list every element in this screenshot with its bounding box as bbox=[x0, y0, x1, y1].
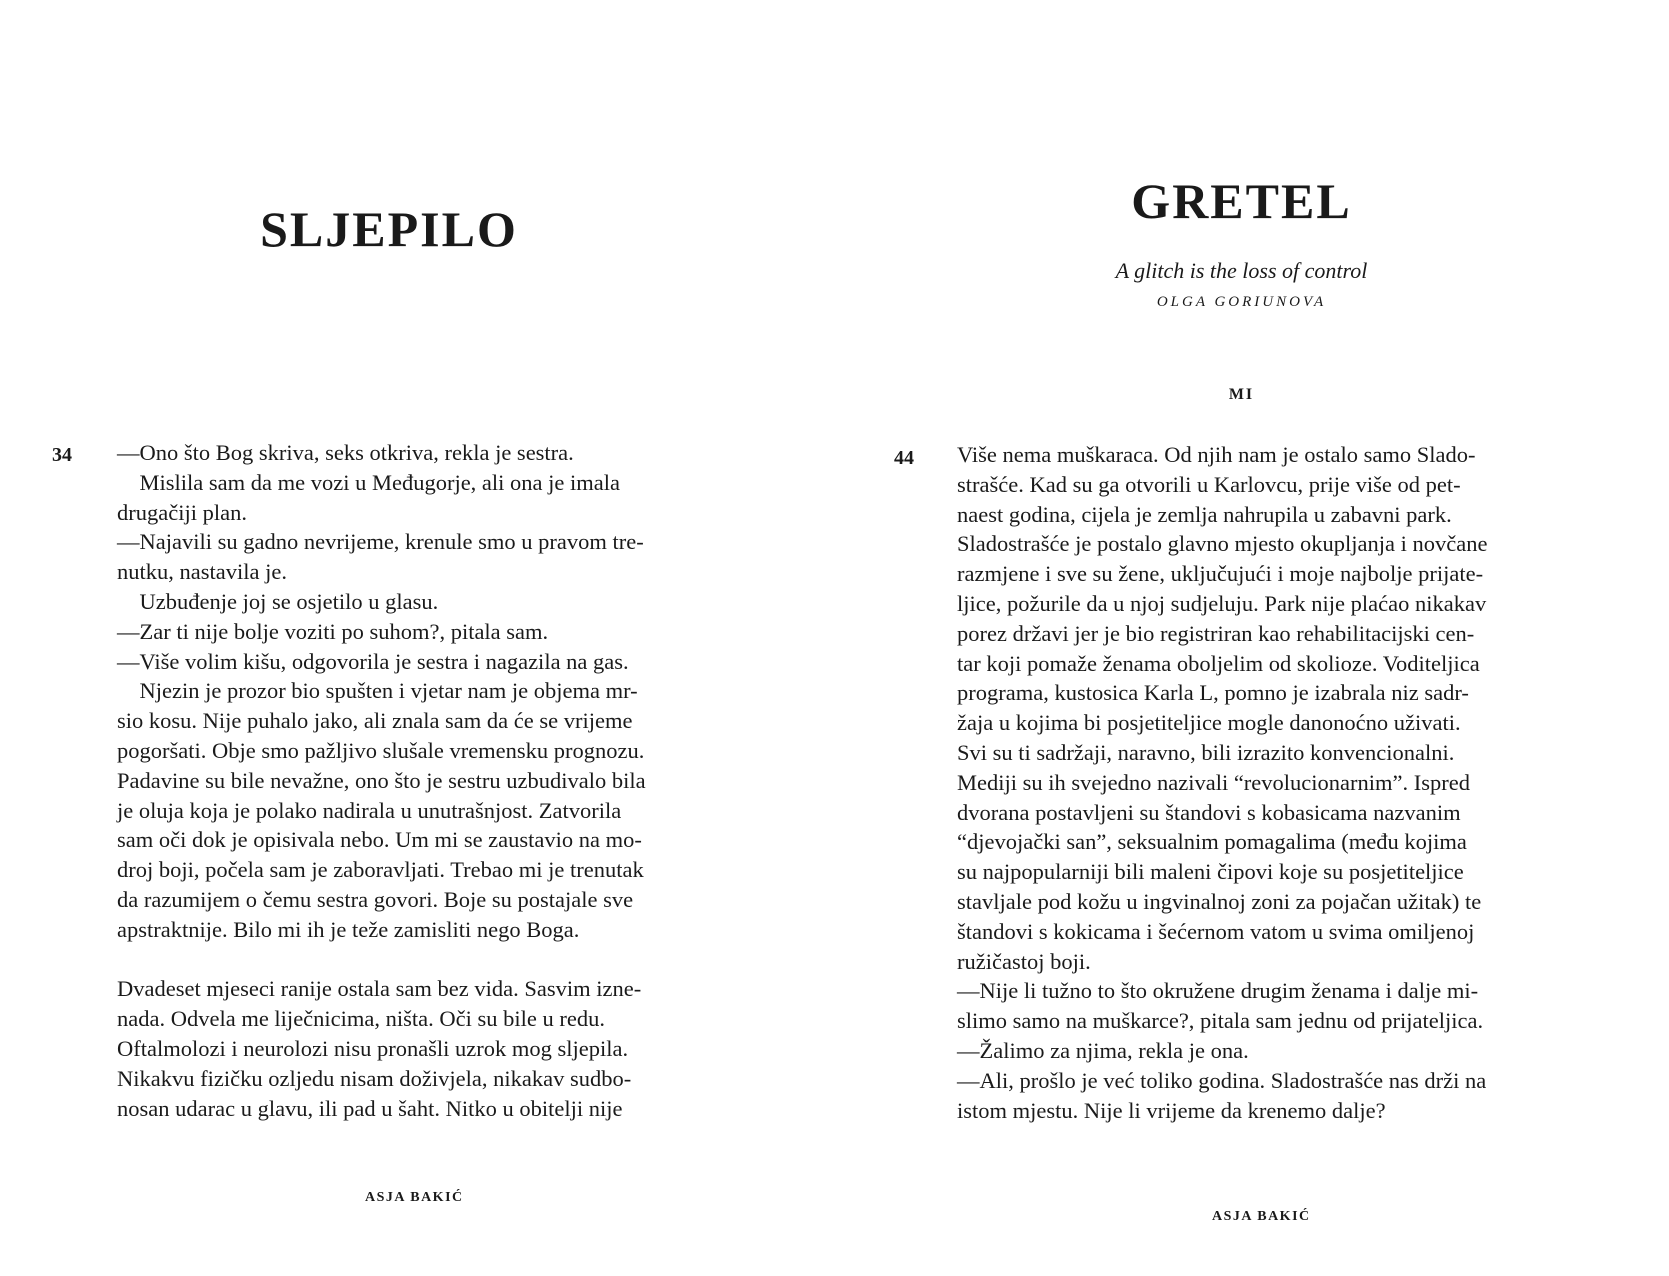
text-line: su najpopularniji bili maleni čipovi koje su posjetiteljice bbox=[957, 859, 1464, 885]
running-footer: ASJA BAKIĆ bbox=[365, 1190, 464, 1205]
text-line: je oluja koja je polako nadirala u unutrašnjost. Zatvorila bbox=[117, 797, 622, 823]
text-line: naest godina, cijela je zemlja nahrupila u zabavni park. bbox=[957, 501, 1452, 527]
body-text bbox=[957, 440, 1488, 1125]
text-line: Mediji su ih svejedno nazivali “revolucionarnim”. Ispred bbox=[957, 769, 1470, 795]
text-line: “djevojački san”, seksualnim pomagalima (među kojima bbox=[957, 829, 1467, 855]
text-line: slimo samo na muškarce?, pitala sam jednu od prijateljica. bbox=[957, 1008, 1484, 1034]
section-heading: MI bbox=[1228, 386, 1255, 403]
epigraph: A glitch is the loss of control bbox=[1115, 258, 1368, 283]
text-line: tar koji pomaže ženama oboljelim od skolioze. Voditeljica bbox=[957, 650, 1480, 676]
page-number: 34 bbox=[52, 444, 72, 466]
page-number: 44 bbox=[894, 447, 914, 469]
text-line: štandovi s kokicama i šećernom vatom u svima omiljenoj bbox=[957, 918, 1475, 944]
text-line: Mislila sam da me vozi u Međugorje, ali ona je imala bbox=[117, 469, 620, 495]
text-line: nada. Odvela me liječnicima, ništa. Oči su bile u redu. bbox=[117, 1006, 605, 1032]
body-text bbox=[117, 438, 646, 1123]
text-line bbox=[117, 945, 646, 975]
text-line: ljice, požurile da u njoj sudjeluju. Park nije plaćao nikakav bbox=[957, 590, 1487, 616]
text-line: Nikakvu fizičku ozljedu nisam doživjela, nikakav sudbo- bbox=[117, 1065, 632, 1091]
chapter-title: SLJEPILO bbox=[260, 201, 518, 257]
text-line: razmjene i sve su žene, uključujući i moje najbolje prijate- bbox=[957, 561, 1484, 587]
text-line: nosan udarac u glavu, ili pad u šaht. Nitko u obitelji nije bbox=[117, 1095, 623, 1121]
text-line: Dvadeset mjeseci ranije ostala sam bez vida. Sasvim izne- bbox=[117, 976, 642, 1002]
text-line: —Zar ti nije bolje voziti po suhom?, pitala sam. bbox=[117, 618, 549, 644]
text-line: Uzbuđenje joj se osjetilo u glasu. bbox=[117, 588, 439, 614]
text-line: apstraktnije. Bilo mi ih je teže zamisliti nego Boga. bbox=[117, 916, 580, 942]
text-line: programa, kustosica Karla L, pomno je izabrala niz sadr- bbox=[957, 680, 1469, 706]
text-line: —Najavili su gadno nevrijeme, krenule smo u pravom tre- bbox=[117, 529, 644, 555]
text-line: strašće. Kad su ga otvorili u Karlovcu, prije više od pet- bbox=[957, 471, 1461, 497]
text-line: —Nije li tužno to što okružene drugim ženama i dalje mi- bbox=[957, 978, 1479, 1004]
text-line: droj boji, počela sam je zaboravljati. Trebao mi je trenutak bbox=[117, 857, 644, 883]
text-line: —Žalimo za njima, rekla je ona. bbox=[957, 1037, 1249, 1063]
epigraph-author: OLGA GORIUNOVA bbox=[1156, 294, 1327, 310]
text-line: Njezin je prozor bio spušten i vjetar nam je objema mr- bbox=[117, 678, 638, 704]
text-line: ružičastoj boji. bbox=[957, 948, 1091, 974]
text-line: —Ono što Bog skriva, seks otkriva, rekla je sestra. bbox=[117, 440, 574, 465]
text-line: Padavine su bile nevažne, ono što je sestru uzbudivalo bila bbox=[117, 767, 646, 793]
text-line: nutku, nastavila je. bbox=[117, 559, 287, 585]
running-footer: ASJA BAKIĆ bbox=[1212, 1209, 1311, 1224]
text-line: Oftalmolozi i neurolozi nisu pronašli uzrok mog sljepila. bbox=[117, 1035, 629, 1061]
text-line: Sladostrašće je postalo glavno mjesto okupljanja i novčane bbox=[957, 531, 1488, 557]
text-line: dvorana postavljeni su štandovi s kobasicama nazvanim bbox=[957, 799, 1461, 825]
right-page bbox=[834, 0, 1669, 1276]
text-line: Svi su ti sadržaji, naravno, bili izrazito konvencionalni. bbox=[957, 739, 1455, 765]
text-line: —Ali, prošlo je već toliko godina. Sladostrašće nas drži na bbox=[957, 1067, 1487, 1093]
text-line: da razumijem o čemu sestra govori. Boje su postajale sve bbox=[117, 886, 634, 912]
text-line: žaja u kojima bi posjetiteljice mogle danonoćno uživati. bbox=[957, 710, 1461, 736]
text-line: pogoršati. Obje smo pažljivo slušale vremensku prognozu. bbox=[117, 737, 645, 763]
text-line: Više nema muškaraca. Od njih nam je ostalo samo Slado- bbox=[957, 442, 1476, 467]
text-line: istom mjestu. Nije li vrijeme da krenemo dalje? bbox=[957, 1097, 1386, 1123]
text-line: porez državi jer je bio registriran kao rehabilitacijski cen- bbox=[957, 620, 1475, 646]
text-line: stavljale pod kožu u ingvinalnoj zoni za pojačan užitak) te bbox=[957, 888, 1482, 914]
chapter-title: GRETEL bbox=[1131, 173, 1352, 229]
text-line: —Više volim kišu, odgovorila je sestra i nagazila na gas. bbox=[117, 648, 629, 674]
text-line: sam oči dok je opisivala nebo. Um mi se zaustavio na mo- bbox=[117, 827, 642, 853]
left-page bbox=[0, 0, 834, 1276]
text-line: sio kosu. Nije puhalo jako, ali znala sam da će se vrijeme bbox=[117, 708, 633, 734]
text-line: drugačiji plan. bbox=[117, 499, 247, 525]
